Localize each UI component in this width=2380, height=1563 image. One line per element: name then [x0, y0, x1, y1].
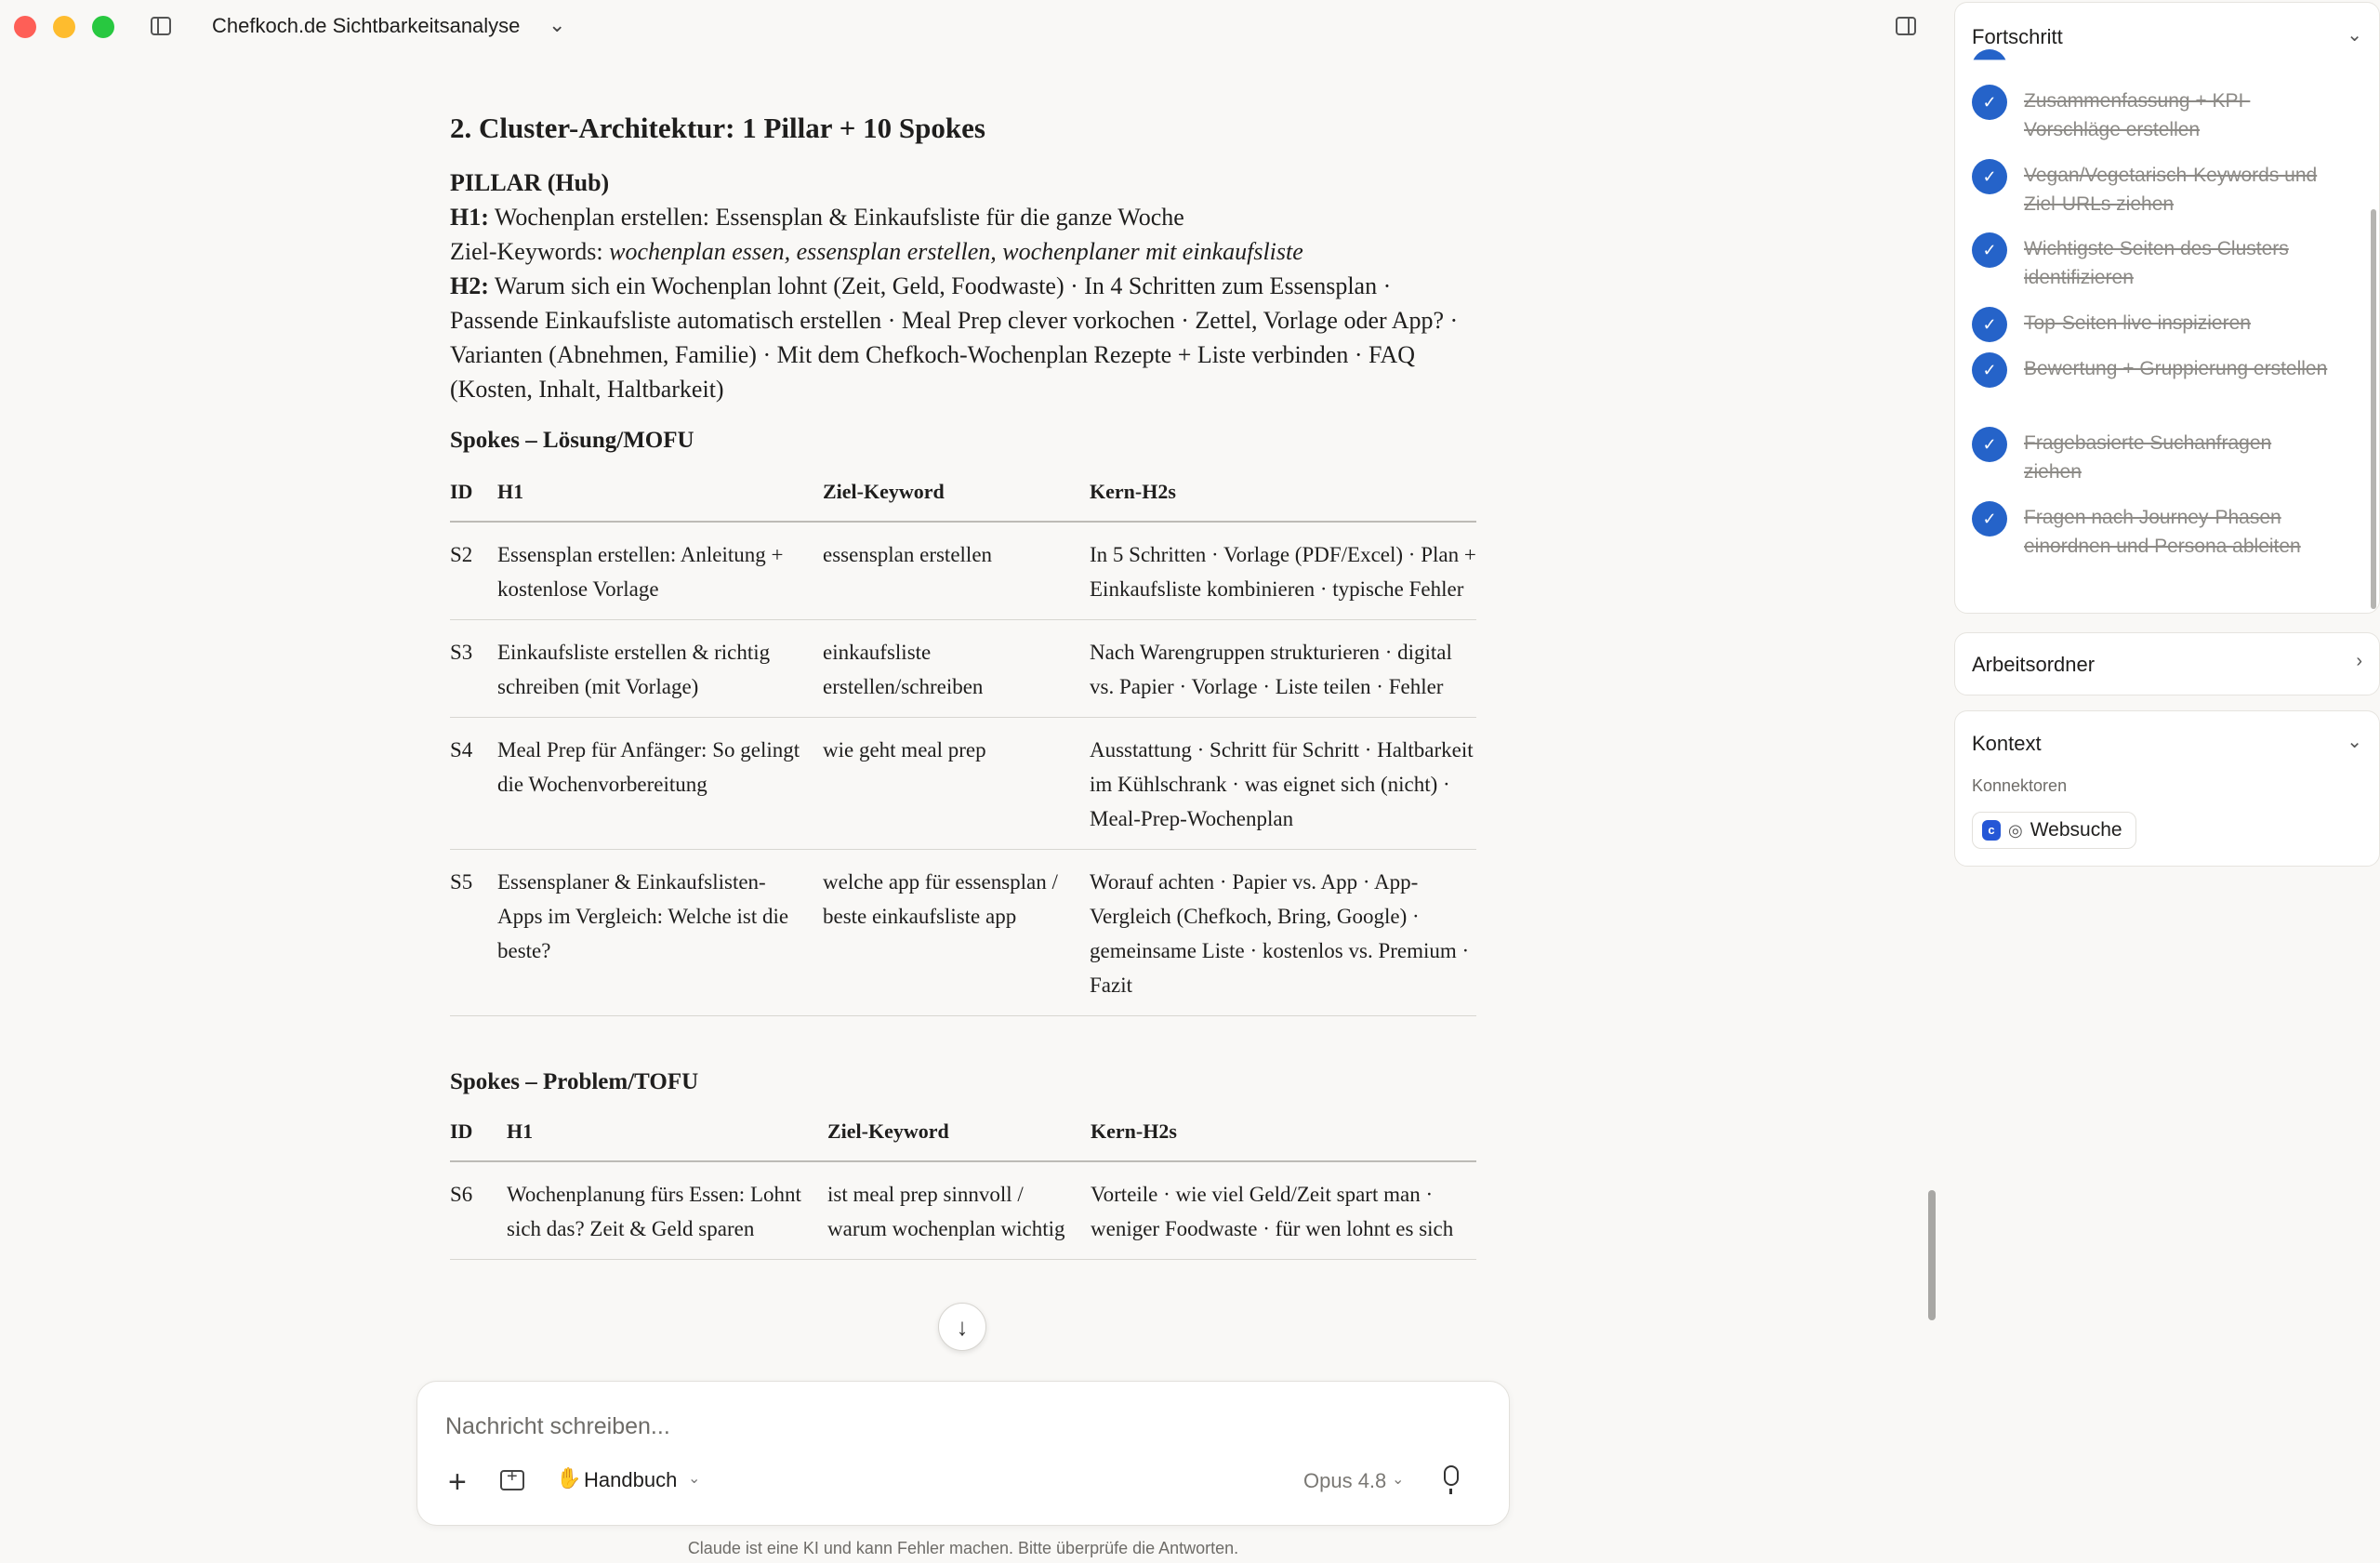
cell-keyword: essensplan erstellen: [823, 522, 1090, 620]
chevron-down-icon[interactable]: ⌄: [549, 13, 566, 36]
mofu-table: [450, 480, 1476, 1016]
column-header: Ziel-Keyword: [827, 1119, 1091, 1161]
model-selector[interactable]: Opus 4.8: [1303, 1469, 1387, 1492]
message-input[interactable]: [445, 1413, 1468, 1440]
check-icon: ✓: [1972, 307, 2007, 342]
check-icon: ✓: [1972, 427, 2007, 462]
add-attachment-icon[interactable]: +: [448, 1464, 467, 1500]
chevron-down-icon[interactable]: ⌄: [2347, 732, 2362, 752]
check-icon: ✓: [1972, 85, 2007, 120]
task-label: Vegan/Vegetarisch-Keywords und Ziel-URLs ziehen: [2024, 165, 2318, 215]
pillar-h2: H2: Warum sich ein Wochenplan lohnt (Zeit, Geld, Foodwaste) · In 4 Schritten zum Essensplan · Passende Einkaufsliste automatisch erstellen · Meal Prep clever vorkochen · Zettel, Vorlage oder App? · Varianten (Abnehmen, Familie) · Mit dem Chefkoch-Wochenplan Rezepte + Liste verbinden · FAQ (Kosten, Inhalt, Haltbarkeit): [450, 272, 1459, 403]
task-label: Zusammenfassung + KPI-Vorschläge erstellen: [2024, 90, 2251, 140]
table-header-row: [450, 1119, 1476, 1161]
cell-id: S2: [450, 522, 497, 620]
task-label: Fragebasierte Suchanfragen ziehen: [2024, 432, 2272, 483]
cell-id: S3: [450, 620, 497, 718]
check-icon: ✓: [1972, 232, 2007, 268]
context-card: [1954, 710, 2380, 867]
cell-id: S6: [450, 1161, 507, 1260]
cell-keyword: wie geht meal prep: [823, 718, 1090, 850]
context-title[interactable]: Kontext: [1972, 732, 2042, 755]
cell-h1: Einkaufsliste erstellen & richtig schreiben (mit Vorlage): [497, 620, 823, 718]
task-label: Top-Seiten live inspizieren: [2024, 312, 2251, 334]
cell-h2s: Vorteile · wie viel Geld/Zeit spart man · weniger Foodwaste · für wen lohnt es sich: [1091, 1161, 1476, 1260]
chevron-down-icon[interactable]: ⌄: [2347, 25, 2362, 46]
panel-scrollbar[interactable]: [2371, 209, 2376, 609]
tofu-title: Spokes – Problem/TOFU: [450, 1069, 699, 1094]
connector-chip[interactable]: [1972, 812, 2136, 849]
check-icon: ✓: [1972, 501, 2007, 536]
table-header-row: [450, 480, 1476, 522]
disclaimer-text: Claude ist eine KI und kann Fehler machen. Bitte überprüfe die Antworten.: [687, 1539, 1239, 1557]
table-row: [450, 620, 1476, 718]
progress-card: [1954, 2, 2380, 614]
sidebar-toggle-icon[interactable]: [151, 17, 171, 35]
task-label: Wichtigste Seiten des Clusters identifizieren: [2024, 238, 2289, 288]
minimize-window-button[interactable]: [53, 16, 75, 38]
column-header: H1: [497, 480, 823, 522]
globe-icon: ◎: [2008, 820, 2023, 840]
mode-selector[interactable]: Handbuch: [584, 1468, 678, 1491]
close-window-button[interactable]: [14, 16, 36, 38]
cell-keyword: welche app für essensplan / beste einkaufsliste app: [823, 850, 1090, 1016]
tofu-table: [450, 1119, 1476, 1260]
cell-h2s: Worauf achten · Papier vs. App · App-Vergleich (Chefkoch, Bring, Google) · gemeinsame Liste · kostenlos vs. Premium · Fazit: [1090, 850, 1476, 1016]
hand-icon[interactable]: ✋: [556, 1466, 582, 1490]
check-icon: [1972, 49, 2007, 85]
table-row: [450, 718, 1476, 850]
chevron-right-icon[interactable]: ›: [2356, 651, 2362, 671]
arrow-down-icon: ↓: [956, 1313, 969, 1341]
check-icon: ✓: [1972, 352, 2007, 388]
cell-keyword: ist meal prep sinnvoll / warum wochenplan wichtig: [827, 1161, 1091, 1260]
task-label: Bewertung + Gruppierung erstellen: [2024, 358, 2328, 379]
cell-h1: Essensplaner & Einkaufslisten-Apps im Vergleich: Welche ist die beste?: [497, 850, 823, 1016]
cell-id: S4: [450, 718, 497, 850]
check-icon: ✓: [1972, 159, 2007, 194]
main-scrollbar[interactable]: [1928, 1190, 1936, 1320]
chevron-down-icon[interactable]: ⌄: [1392, 1472, 1405, 1488]
connector-logo-icon: c: [1982, 820, 2001, 841]
panel-toggle-icon[interactable]: [1896, 17, 1916, 35]
scroll-to-bottom-button[interactable]: [938, 1303, 986, 1351]
mofu-title: Spokes – Lösung/MOFU: [450, 428, 694, 453]
message-content: [450, 110, 1477, 1260]
column-header: H1: [507, 1119, 827, 1161]
table-row: [450, 522, 1476, 620]
cell-h1: Meal Prep für Anfänger: So gelingt die Wochenvorbereitung: [497, 718, 823, 850]
column-header: Ziel-Keyword: [823, 480, 1090, 522]
cell-h2s: Ausstattung · Schritt für Schritt · Haltbarkeit im Kühlschrank · was eignet sich (nicht) · Meal-Prep-Wochenplan: [1090, 718, 1476, 850]
pillar-keywords: Ziel-Keywords: wochenplan essen, essensplan erstellen, wochenplaner mit einkaufsliste: [450, 238, 1303, 265]
working-folder-card[interactable]: [1954, 632, 2380, 695]
cell-keyword: einkaufsliste erstellen/schreiben: [823, 620, 1090, 718]
message-composer: [416, 1381, 1510, 1526]
task-label: Fragen nach Journey-Phasen einordnen und Persona ableiten: [2024, 507, 2301, 557]
cell-id: S5: [450, 850, 497, 1016]
pillar-h1: H1: Wochenplan erstellen: Essensplan & Einkaufsliste für die ganze Woche: [450, 204, 1184, 231]
cell-h1: Essensplan erstellen: Anleitung + kostenlose Vorlage: [497, 522, 823, 620]
connector-label: Websuche: [2030, 819, 2122, 841]
working-folder-title[interactable]: Arbeitsordner: [1972, 653, 2096, 676]
chevron-down-icon[interactable]: ⌄: [688, 1471, 701, 1487]
cell-h1: Wochenplanung fürs Essen: Lohnt sich das? Zeit & Geld sparen: [507, 1161, 827, 1260]
cell-h2s: Nach Warengruppen strukturieren · digital vs. Papier · Vorlage · Liste teilen · Fehler: [1090, 620, 1476, 718]
section-heading: 2. Cluster-Architektur: 1 Pillar + 10 Spokes: [450, 112, 985, 144]
column-header: ID: [450, 1119, 507, 1161]
table-row: [450, 1161, 1476, 1260]
table-row: [450, 850, 1476, 1016]
add-folder-icon[interactable]: [500, 1470, 524, 1490]
column-header: Kern-H2s: [1090, 480, 1476, 522]
maximize-window-button[interactable]: [92, 16, 114, 38]
microphone-icon[interactable]: [1444, 1465, 1459, 1486]
connectors-label: Konnektoren: [1972, 776, 2068, 795]
progress-title[interactable]: Fortschritt: [1972, 25, 2063, 48]
chat-title[interactable]: Chefkoch.de Sichtbarkeitsanalyse: [212, 14, 521, 37]
column-header: Kern-H2s: [1091, 1119, 1476, 1161]
title-bar: [0, 0, 1934, 54]
pillar-label: PILLAR (Hub): [450, 169, 610, 196]
column-header: ID: [450, 480, 497, 522]
cell-h2s: In 5 Schritten · Vorlage (PDF/Excel) · Plan + Einkaufsliste kombinieren · typische Fehler: [1090, 522, 1476, 620]
